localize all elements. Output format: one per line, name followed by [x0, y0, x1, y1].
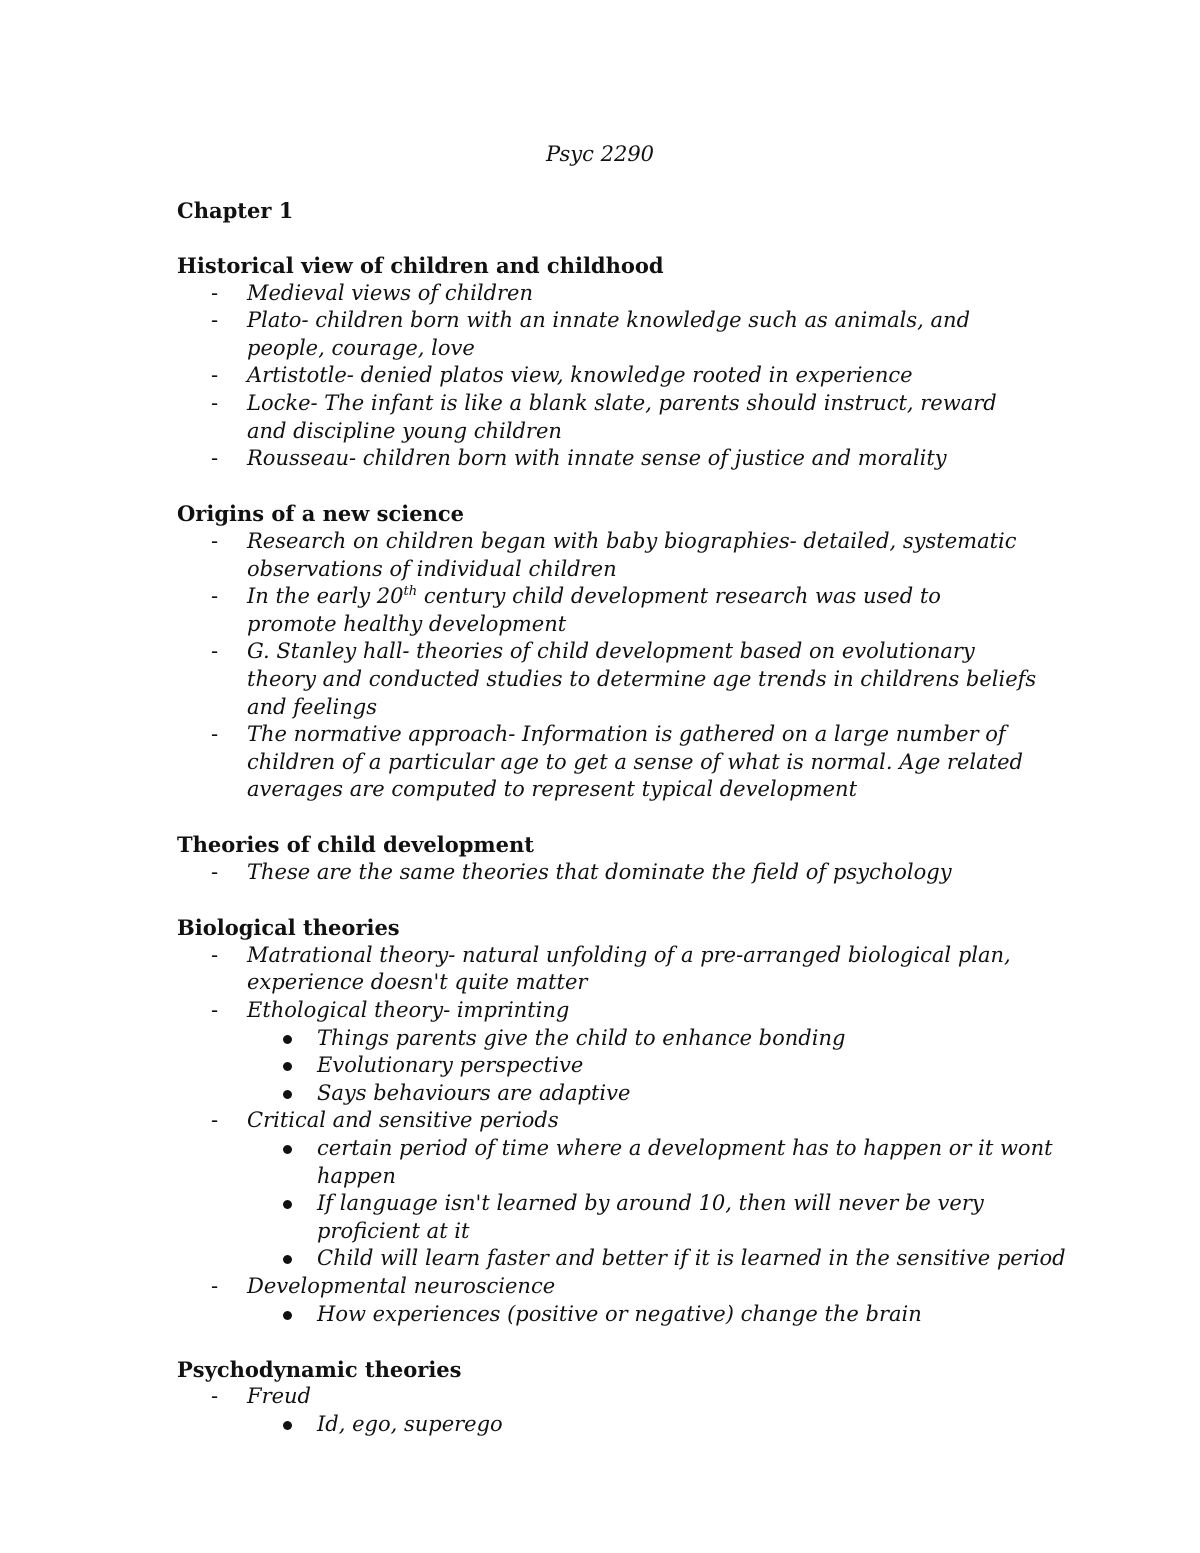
dash-bullet-icon: - — [211, 584, 219, 609]
sub-list-item — [247, 1301, 1089, 1329]
dash-bullet-icon: - — [211, 280, 219, 305]
sub-list-item-text: Things parents give the child to enhance bonding — [317, 1025, 846, 1050]
section-origins-new-science — [177, 500, 1057, 804]
list-item-text-part: In the early 20 — [247, 584, 404, 609]
sections-container — [177, 252, 1066, 1466]
sub-list-item-text: Id, ego, superego — [317, 1411, 503, 1436]
list-item-text: Rousseau- children born with innate sense of justice and morality — [247, 446, 947, 471]
list-item-text: Freud — [247, 1384, 312, 1409]
list-item — [177, 362, 1057, 390]
list-item — [177, 280, 1057, 308]
list-item — [177, 638, 1057, 721]
section-historical-view — [177, 252, 1057, 473]
list-item-text: Plato- children born with an innate knowledge such as animals, and people, courage, love — [247, 308, 971, 360]
list-item-text: Artistotle- denied platos view, knowledge rooted in experience — [247, 363, 913, 388]
dash-bullet-icon: - — [211, 860, 219, 885]
bullet-dot-icon — [283, 1062, 292, 1071]
section-heading: Biological theories — [177, 915, 400, 941]
sub-list-item — [247, 1135, 1089, 1190]
section-biological-theories — [177, 914, 1066, 1328]
dash-bullet-icon: - — [211, 528, 219, 553]
list-item-text: Ethological theory- imprinting — [247, 998, 570, 1023]
list-item — [177, 1383, 1057, 1438]
list-item — [177, 859, 1057, 887]
bullet-list — [177, 859, 1057, 887]
section-heading: Origins of a new science — [177, 501, 465, 527]
dash-bullet-icon: - — [211, 998, 219, 1023]
dash-bullet-icon: - — [211, 722, 219, 747]
section-heading: Historical view of children and childhood — [177, 253, 664, 278]
list-item-text: These are the same theories that dominate the field of psychology — [247, 860, 952, 885]
sub-list-item-text: Child will learn faster and better if it is learned in the sensitive period — [317, 1246, 1066, 1271]
sub-list-item-text: Evolutionary perspective — [317, 1053, 584, 1078]
list-item — [177, 445, 1057, 473]
section-heading: Theories of child development — [177, 832, 534, 858]
list-item-text — [247, 583, 1037, 638]
sub-list-item-text: If language isn't learned by around 10, then will never be very proficient at it — [317, 1191, 984, 1243]
sub-bullet-list — [247, 1411, 1057, 1439]
list-item — [177, 721, 1057, 804]
sub-list-item — [247, 1025, 1089, 1053]
list-item-text: Developmental neuroscience — [247, 1273, 556, 1298]
list-item — [177, 528, 1057, 583]
dash-bullet-icon: - — [211, 308, 219, 333]
dash-bullet-icon: - — [211, 1273, 219, 1298]
list-item — [177, 942, 1057, 997]
dash-bullet-icon: - — [211, 363, 219, 388]
section-heading: Psychodynamic theories — [177, 1356, 462, 1382]
bullet-dot-icon — [283, 1311, 292, 1320]
sub-list-item — [247, 1080, 1089, 1108]
sub-list-item — [247, 1052, 1089, 1080]
list-item — [177, 390, 1057, 445]
list-item-text-part: century child development research was used to promote healthy development — [247, 584, 941, 636]
bullet-list — [177, 1383, 1057, 1438]
chapter-heading: Chapter 1 — [177, 198, 294, 223]
bullet-list — [177, 942, 1066, 1328]
bullet-list — [177, 280, 1057, 473]
bullet-dot-icon — [283, 1421, 292, 1430]
dash-bullet-icon: - — [211, 446, 219, 471]
document-title: Psyc 2290 — [545, 142, 655, 166]
sub-list-item-text: Says behaviours are adaptive — [317, 1080, 631, 1105]
section-theories-child-development — [177, 831, 1057, 886]
list-item-text: Medieval views of children — [247, 280, 533, 305]
sub-bullet-list — [247, 1135, 1066, 1273]
bullet-list — [177, 528, 1057, 804]
sub-list-item-text: certain period of time where a development has to happen or it wont happen — [317, 1136, 1053, 1188]
bullet-dot-icon — [283, 1035, 292, 1044]
list-item-text: Critical and sensitive periods — [247, 1108, 559, 1133]
sub-bullet-list — [247, 1025, 1057, 1108]
list-item — [177, 997, 1057, 1107]
dash-bullet-icon: - — [211, 639, 219, 664]
sub-list-item — [247, 1245, 1089, 1273]
bullet-dot-icon — [283, 1255, 292, 1264]
list-item — [177, 1273, 1057, 1328]
list-item-text: Research on children began with baby biographies- detailed, systematic observations of individual children — [247, 528, 1017, 581]
section-psychodynamic-theories — [177, 1356, 1057, 1439]
sub-bullet-list — [247, 1301, 1057, 1329]
sub-list-item — [247, 1190, 1089, 1245]
dash-bullet-icon: - — [211, 1108, 219, 1133]
dash-bullet-icon: - — [211, 390, 219, 415]
bullet-dot-icon — [283, 1090, 292, 1099]
dash-bullet-icon: - — [211, 942, 219, 967]
document-page — [177, 0, 1066, 1553]
list-item — [177, 1107, 1066, 1273]
dash-bullet-icon: - — [211, 1384, 219, 1409]
bullet-dot-icon — [283, 1145, 292, 1154]
superscript-text: th — [403, 584, 418, 600]
sub-list-item — [247, 1411, 1089, 1439]
sub-list-item-text: How experiences (positive or negative) change the brain — [317, 1301, 922, 1326]
list-item — [177, 583, 1057, 638]
list-item-text: Matrational theory- natural unfolding of a pre-arranged biological plan, experience doesn't quite matter — [247, 942, 1011, 995]
bullet-dot-icon — [283, 1200, 292, 1209]
list-item-text: The normative approach- Information is gathered on a large number of children of a particular age to get a sense of what is normal. Age related averages are computed to represent typical development — [247, 722, 1023, 802]
list-item-text: G. Stanley hall- theories of child development based on evolutionary theory and conducted studies to determine age trends in childrens beliefs and feelings — [247, 639, 1037, 719]
list-item-text: Locke- The infant is like a blank slate, parents should instruct, reward and discipline young children — [247, 390, 997, 443]
list-item — [177, 307, 1057, 362]
